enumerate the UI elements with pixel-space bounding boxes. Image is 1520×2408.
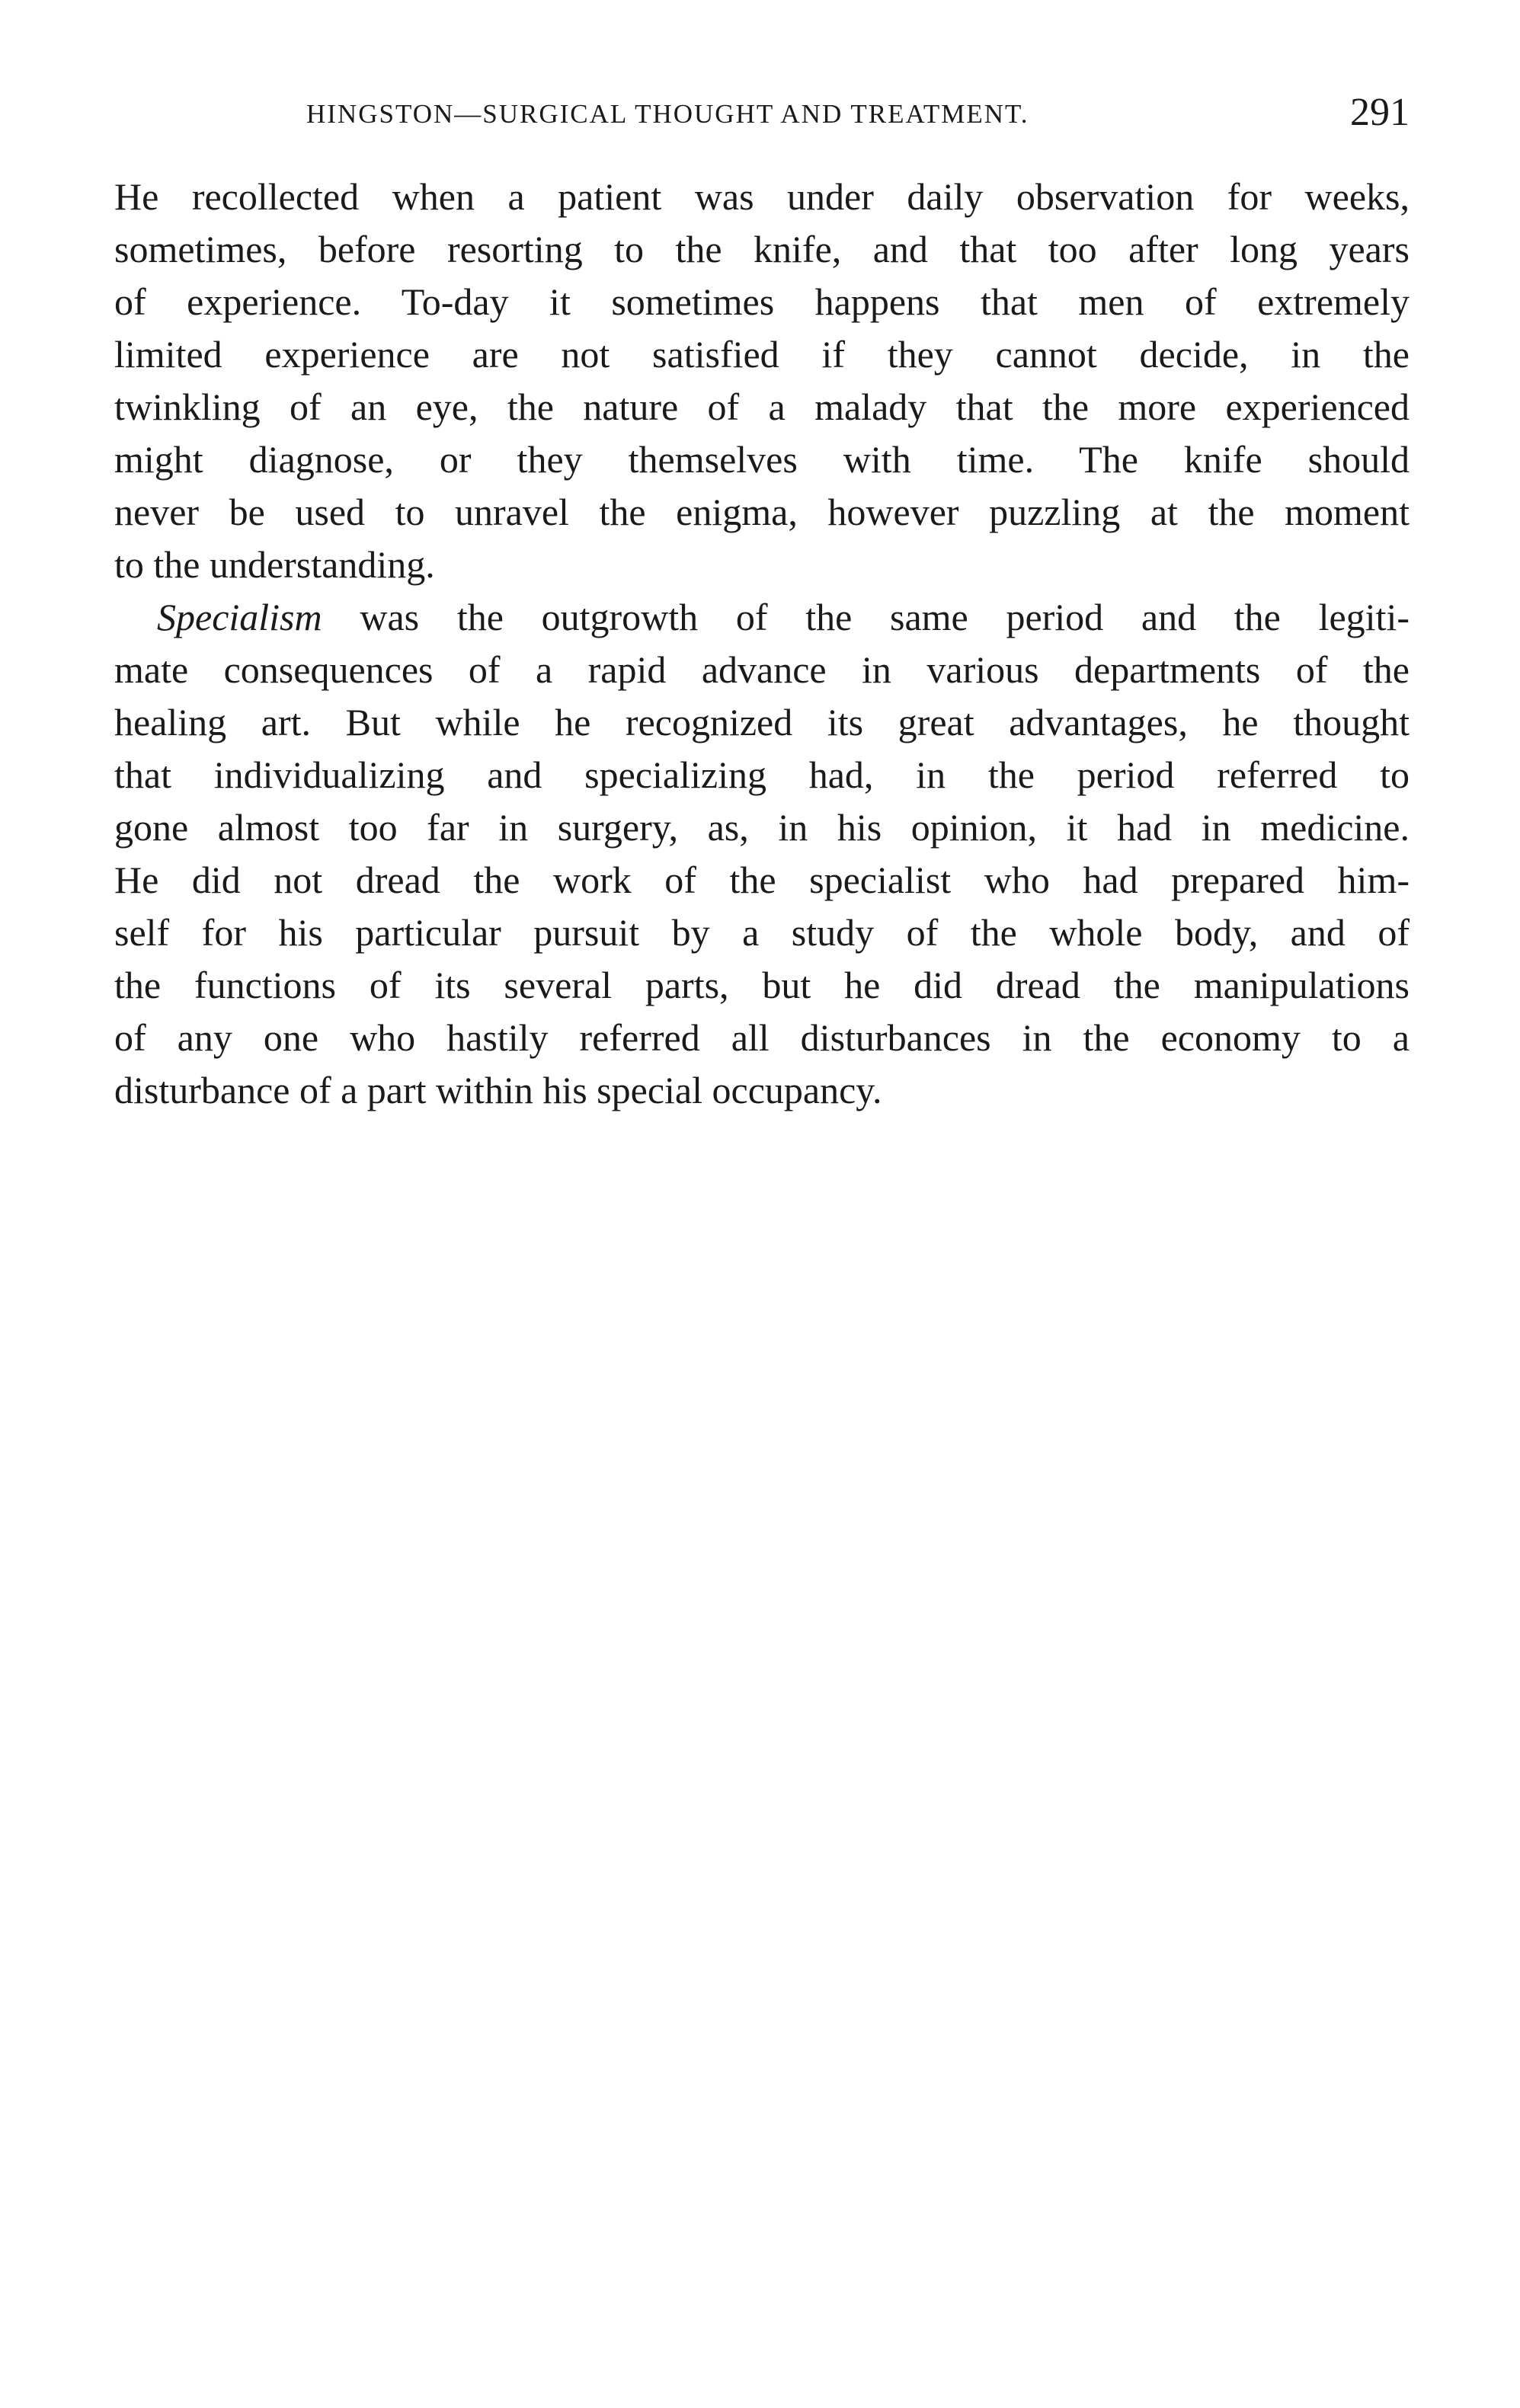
text-line: mate consequences of a rapid advance in various departments of the	[114, 648, 1410, 691]
running-title: HINGSTON—SURGICAL THOUGHT AND TREATMENT.	[306, 99, 1029, 129]
text-line: of any one who hastily referred all disturbances in the economy to a	[114, 1016, 1410, 1059]
text-line: never be used to unravel the enigma, however puzzling at the moment	[114, 491, 1410, 533]
text-line: to the understanding.	[114, 543, 435, 586]
text-line: disturbance of a part within his special occupancy.	[114, 1069, 882, 1111]
text-line: gone almost too far in surgery, as, in his opinion, it had in medicine.	[114, 806, 1410, 849]
italic-term: Specialism	[157, 596, 322, 638]
running-head	[114, 90, 1410, 139]
text-line: of experience. To-day it sometimes happens that men of extremely	[114, 280, 1410, 323]
text-line: the functions of its several parts, but he did dread the manipulations	[114, 964, 1410, 1006]
paragraph-2	[114, 591, 1410, 1117]
text-line: He recollected when a patient was under daily observation for weeks,	[114, 175, 1410, 218]
text-line: twinkling of an eye, the nature of a malady that the more experienced	[114, 385, 1410, 428]
text-line: might diagnose, or they themselves with time. The knife should	[114, 438, 1410, 481]
body-text	[114, 171, 1410, 1117]
text-line: that individualizing and specializing had, in the period referred to	[114, 753, 1410, 796]
paragraph-1	[114, 171, 1410, 591]
text-line: limited experience are not satisfied if they cannot decide, in the	[114, 333, 1410, 376]
text-line: self for his particular pursuit by a study of the whole body, and of	[114, 911, 1410, 954]
text-line: sometimes, before resorting to the knife, and that too after long years	[114, 228, 1410, 270]
text-fragment: was the outgrowth of the same period and the legiti-	[322, 596, 1410, 638]
text-line: He did not dread the work of the specialist who had prepared him-	[114, 859, 1410, 901]
text-line	[114, 591, 1410, 644]
text-line: healing art. But while he recognized its great advantages, he thought	[114, 701, 1410, 744]
page-number: 291	[1350, 91, 1410, 134]
